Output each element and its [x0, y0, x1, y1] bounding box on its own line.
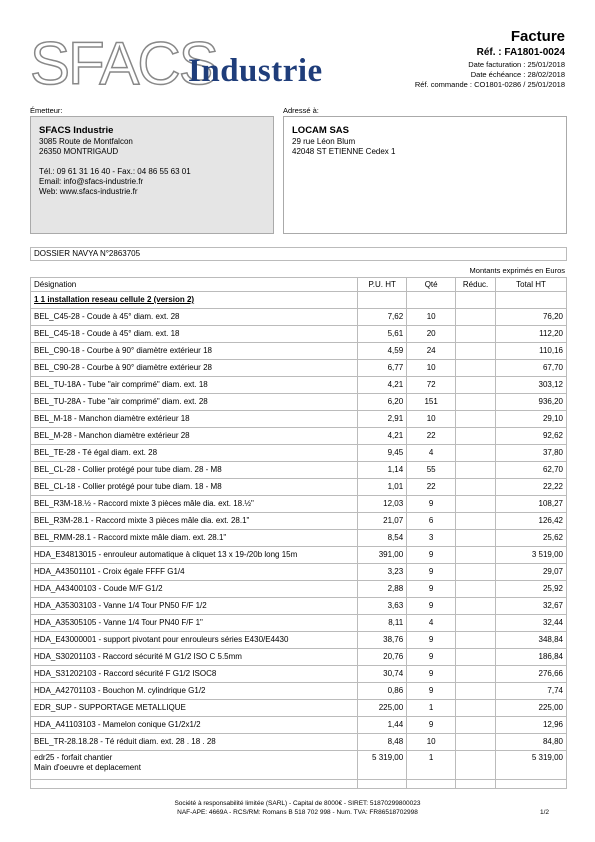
table-row [31, 717, 567, 734]
row-quantity: 9 [407, 581, 456, 598]
row-reduction [456, 649, 496, 666]
dossier-line: DOSSIER NAVYA N°2863705 [30, 247, 567, 261]
emetteur-tel: Tél.: 09 61 31 16 40 - Fax.: 04 86 55 63 01 [39, 167, 191, 176]
emetteur-web: Web: www.sfacs-industrie.fr [39, 187, 138, 196]
empty-row [31, 780, 567, 789]
row-designation: BEL_TU-28A - Tube "air comprimé" diam. ext. 28 [31, 394, 358, 411]
row-designation: HDA_S30201103 - Raccord sécurité M G1/2 ISO C 5.5mm [31, 649, 358, 666]
row-quantity: 3 [407, 530, 456, 547]
emetteur-address1: 3085 Route de Montfalcon [39, 137, 133, 146]
row-designation: HDA_A43400103 - Coude M/F G1/2 [31, 581, 358, 598]
header-designation: Désignation [31, 278, 358, 292]
row-reduction [456, 326, 496, 343]
row-unit-price: 12,03 [358, 496, 407, 513]
row-quantity: 10 [407, 411, 456, 428]
row-designation: BEL_C45-28 - Coude à 45° diam. ext. 28 [31, 309, 358, 326]
row-unit-price: 391,00 [358, 547, 407, 564]
row-total: 22,22 [496, 479, 567, 496]
row-designation-line2: Main d'oeuvre et deplacement [34, 763, 141, 772]
table-row [31, 309, 567, 326]
row-total: 303,12 [496, 377, 567, 394]
destinataire-address1: 29 rue Léon Blum [292, 137, 356, 146]
emetteur-name: SFACS Industrie [39, 125, 114, 136]
row-quantity: 4 [407, 615, 456, 632]
table-row [31, 700, 567, 717]
row-quantity: 55 [407, 462, 456, 479]
row-unit-price: 0,86 [358, 683, 407, 700]
row-reduction [456, 632, 496, 649]
table-row [31, 615, 567, 632]
table-row [31, 751, 567, 780]
date-echeance: Date échéance : 28/02/2018 [470, 70, 565, 79]
row-designation: BEL_CL-28 - Collier protégé pour tube diam. 28 - M8 [31, 462, 358, 479]
emetteur-email: Email: info@sfacs-industrie.fr [39, 177, 144, 186]
row-reduction [456, 615, 496, 632]
row-unit-price: 21,07 [358, 513, 407, 530]
ref-commande: Réf. commande : CO1801-0286 / 25/01/2018 [414, 80, 565, 89]
row-reduction [456, 717, 496, 734]
row-designation: BEL_RMM-28.1 - Raccord mixte mâle diam. ext. 28.1" [31, 530, 358, 547]
row-unit-price: 4,59 [358, 343, 407, 360]
table-row [31, 360, 567, 377]
table-row [31, 377, 567, 394]
row-unit-price: 3,23 [358, 564, 407, 581]
row-unit-price: 8,48 [358, 734, 407, 751]
montants-note: Montants exprimés en Euros [469, 266, 565, 275]
row-quantity: 1 [407, 700, 456, 717]
row-unit-price: 5 319,00 [358, 751, 407, 780]
row-quantity: 22 [407, 479, 456, 496]
row-quantity: 10 [407, 309, 456, 326]
row-designation: HDA_A35305105 - Vanne 1/4 Tour PN40 F/F 1" [31, 615, 358, 632]
row-reduction [456, 343, 496, 360]
row-reduction [456, 547, 496, 564]
row-total: 29,10 [496, 411, 567, 428]
row-reduction [456, 530, 496, 547]
invoice-header [415, 28, 565, 90]
row-quantity: 1 [407, 751, 456, 780]
emetteur-box [30, 116, 274, 234]
row-designation: HDA_E34813015 - enrouleur automatique à cliquet 13 x 19-/20b long 15m [31, 547, 358, 564]
row-unit-price: 8,11 [358, 615, 407, 632]
row-designation: BEL_C45-18 - Coude à 45° diam. ext. 18 [31, 326, 358, 343]
table-row [31, 666, 567, 683]
invoice-title: Facture [510, 28, 565, 45]
date-facturation: Date facturation : 25/01/2018 [468, 60, 565, 69]
table-row [31, 649, 567, 666]
row-total: 108,27 [496, 496, 567, 513]
row-designation: BEL_M-18 - Manchon diamètre extérieur 18 [31, 411, 358, 428]
table-row [31, 547, 567, 564]
row-total: 92,62 [496, 428, 567, 445]
table-row [31, 598, 567, 615]
header-pu: P.U. HT [358, 278, 407, 292]
row-designation: BEL_TR-28.18.28 - Té réduit diam. ext. 28 . 18 . 28 [31, 734, 358, 751]
adresse-label: Adressé à: [283, 106, 319, 115]
row-unit-price: 30,74 [358, 666, 407, 683]
row-unit-price: 8,54 [358, 530, 407, 547]
row-total: 276,66 [496, 666, 567, 683]
table-row [31, 734, 567, 751]
row-quantity: 9 [407, 683, 456, 700]
row-quantity: 9 [407, 598, 456, 615]
row-total: 5 319,00 [496, 751, 567, 780]
row-reduction [456, 751, 496, 780]
row-designation: HDA_A35303103 - Vanne 1/4 Tour PN50 F/F 1/2 [31, 598, 358, 615]
row-total: 186,84 [496, 649, 567, 666]
header-total: Total HT [496, 278, 567, 292]
header-reduc: Réduc. [456, 278, 496, 292]
row-quantity: 10 [407, 734, 456, 751]
logo-sfacs-text: SFACS [30, 30, 217, 97]
destinataire-address2: 42048 ST ETIENNE Cedex 1 [292, 147, 396, 156]
row-quantity: 9 [407, 547, 456, 564]
row-unit-price: 2,88 [358, 581, 407, 598]
row-designation: BEL_CL-18 - Collier protégé pour tube diam. 18 - M8 [31, 479, 358, 496]
table-row [31, 513, 567, 530]
row-total: 3 519,00 [496, 547, 567, 564]
table-row [31, 530, 567, 547]
row-total: 7,74 [496, 683, 567, 700]
row-total: 37,80 [496, 445, 567, 462]
row-total: 348,84 [496, 632, 567, 649]
row-reduction [456, 445, 496, 462]
row-reduction [456, 360, 496, 377]
footer-line1: Société à responsabilité limitée (SARL) - Capital de 8000€ - SIRET: 51870299800023 [174, 800, 421, 807]
row-unit-price: 1,14 [358, 462, 407, 479]
row-unit-price: 4,21 [358, 377, 407, 394]
row-designation: BEL_M-28 - Manchon diamètre extérieur 28 [31, 428, 358, 445]
row-reduction [456, 734, 496, 751]
table-row [31, 445, 567, 462]
row-reduction [456, 598, 496, 615]
table-row [31, 632, 567, 649]
row-total: 62,70 [496, 462, 567, 479]
row-reduction [456, 462, 496, 479]
row-unit-price: 38,76 [358, 632, 407, 649]
row-unit-price: 6,20 [358, 394, 407, 411]
row-reduction [456, 666, 496, 683]
page-number: 1/2 [539, 809, 549, 816]
row-total: 67,70 [496, 360, 567, 377]
table-row [31, 343, 567, 360]
row-unit-price: 1,44 [358, 717, 407, 734]
row-designation: BEL_R3M-18.½ - Raccord mixte 3 pièces mâle dia. ext. 18.½" [31, 496, 358, 513]
row-unit-price: 1,01 [358, 479, 407, 496]
row-reduction [456, 700, 496, 717]
invoice-ref: Réf. : FA1801-0024 [476, 47, 565, 58]
table-header-row [31, 278, 567, 292]
row-designation: BEL_TE-28 - Té égal diam. ext. 28 [31, 445, 358, 462]
row-reduction [456, 428, 496, 445]
header-qte: Qté [407, 278, 456, 292]
row-reduction [456, 309, 496, 326]
company-logo [30, 30, 323, 97]
row-quantity: 9 [407, 632, 456, 649]
row-unit-price: 3,63 [358, 598, 407, 615]
row-designation [31, 751, 358, 780]
row-designation: BEL_C90-18 - Courbe à 90° diamètre extérieur 18 [31, 343, 358, 360]
row-total: 126,42 [496, 513, 567, 530]
row-designation: HDA_E43000001 - support pivotant pour enrouleurs séries E430/E4430 [31, 632, 358, 649]
row-designation-line1: edr25 - forfait chantier [34, 753, 113, 762]
row-designation: HDA_S31202103 - Raccord sécurité F G1/2 ISOC8 [31, 666, 358, 683]
row-total: 32,44 [496, 615, 567, 632]
row-quantity: 6 [407, 513, 456, 530]
row-quantity: 9 [407, 666, 456, 683]
table-row [31, 581, 567, 598]
row-unit-price: 225,00 [358, 700, 407, 717]
row-quantity: 24 [407, 343, 456, 360]
row-total: 112,20 [496, 326, 567, 343]
row-total: 32,67 [496, 598, 567, 615]
row-total: 110,16 [496, 343, 567, 360]
row-unit-price: 6,77 [358, 360, 407, 377]
row-reduction [456, 683, 496, 700]
logo-industrie-text: Industrie [188, 53, 323, 89]
table-row [31, 411, 567, 428]
row-reduction [456, 394, 496, 411]
table-row [31, 326, 567, 343]
row-total: 76,20 [496, 309, 567, 326]
row-quantity: 20 [407, 326, 456, 343]
row-reduction [456, 479, 496, 496]
row-total: 25,62 [496, 530, 567, 547]
row-reduction [456, 411, 496, 428]
row-reduction [456, 564, 496, 581]
row-quantity: 4 [407, 445, 456, 462]
row-unit-price: 4,21 [358, 428, 407, 445]
row-total: 25,92 [496, 581, 567, 598]
destinataire-name: LOCAM SAS [292, 125, 349, 136]
table-row [31, 496, 567, 513]
row-unit-price: 7,62 [358, 309, 407, 326]
row-total: 225,00 [496, 700, 567, 717]
row-unit-price: 5,61 [358, 326, 407, 343]
table-row [31, 462, 567, 479]
row-quantity: 151 [407, 394, 456, 411]
row-unit-price: 2,91 [358, 411, 407, 428]
row-reduction [456, 581, 496, 598]
row-designation: HDA_A42701103 - Bouchon M. cylindrique G1/2 [31, 683, 358, 700]
row-quantity: 9 [407, 564, 456, 581]
table-row [31, 394, 567, 411]
row-designation: BEL_R3M-28.1 - Raccord mixte 3 pièces mâle dia. ext. 28.1" [31, 513, 358, 530]
table-row [31, 428, 567, 445]
row-total: 12,96 [496, 717, 567, 734]
row-reduction [456, 496, 496, 513]
section-title: 1 1 installation reseau cellule 2 (version 2) [31, 292, 358, 309]
row-unit-price: 20,76 [358, 649, 407, 666]
row-total: 29,07 [496, 564, 567, 581]
emetteur-address2: 26350 MONTRIGAUD [39, 147, 119, 156]
table-row [31, 564, 567, 581]
row-unit-price: 9,45 [358, 445, 407, 462]
row-quantity: 9 [407, 649, 456, 666]
row-designation: HDA_A41103103 - Mamelon conique G1/2x1/2 [31, 717, 358, 734]
row-total: 936,20 [496, 394, 567, 411]
row-total: 84,80 [496, 734, 567, 751]
items-table [30, 277, 567, 789]
row-reduction [456, 377, 496, 394]
row-quantity: 72 [407, 377, 456, 394]
table-row [31, 683, 567, 700]
table-row [31, 479, 567, 496]
row-quantity: 22 [407, 428, 456, 445]
row-designation: EDR_SUP - SUPPORTAGE METALLIQUE [31, 700, 358, 717]
emetteur-label: Émetteur: [30, 106, 63, 115]
row-designation: BEL_TU-18A - Tube "air comprimé" diam. ext. 18 [31, 377, 358, 394]
row-quantity: 9 [407, 496, 456, 513]
footer-line2: NAF-APE: 4669A - RCS/RM: Romans B 518 702 998 - Num. TVA: FR86518702998 [177, 809, 418, 816]
footer [0, 799, 595, 817]
row-quantity: 9 [407, 717, 456, 734]
row-reduction [456, 513, 496, 530]
section-row [31, 292, 567, 309]
row-designation: BEL_C90-28 - Courbe à 90° diamètre extérieur 28 [31, 360, 358, 377]
destinataire-box [283, 116, 567, 234]
row-quantity: 10 [407, 360, 456, 377]
row-designation: HDA_A43501101 - Croix égale FFFF G1/4 [31, 564, 358, 581]
